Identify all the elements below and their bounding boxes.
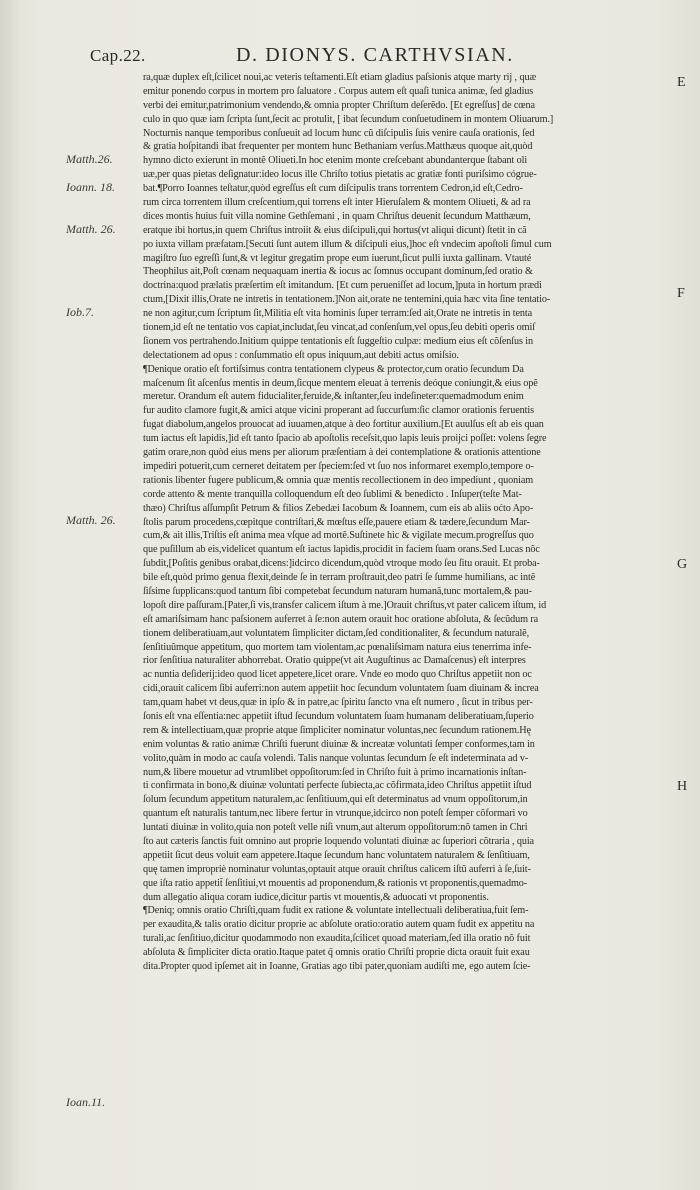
text-line: quantum eſt naturalis tantum,nec libere fertur in vtrunque,idcirco non poteſt ſemper cõformari vo [143,808,528,820]
text-line: tionem deliberatiuam,aut voluntatem ſimpliciter dictam,ſed conditionaliter, & ſecundum naturalẽ, [143,627,530,639]
text-line: num,& libere mouetur ad vtrumlibet oppoſitorum:ſed in Chriſto fuit à primo incarnationis inſtan- [143,766,527,778]
text-line: abſoluta & ſimpliciter dicta oratio.Itaque patet q̃ omnis oratio Chriſti proprie dicta orauit fuit exau [143,947,530,959]
text-line: Nocturnis nanque temporibus conſueuit ad locum hunc cũ diſcipulis ſuis venire cauſa orationis, ſed [143,127,535,139]
margin-note: Ioann. 18. [66,180,115,194]
section-letter: F [677,286,685,301]
text-line: Theophilus ait,Poſt cœnam nequaquam inertia & iocus ac ſomnus occupant dominum,ſed oratio & [143,266,533,278]
text-line: tionem,id eſt ne tentatio vos capiat,includat,ſeu vincat,ad conſenſum,vel opus,ſeu debiti operis omiſ [143,322,535,334]
text-line: cum,& ait illis,Triſtis eſt anima mea vſque ad mortẽ.Suſtinete hic & vigilate mecum.progreſſus quo [143,530,534,542]
text-line: doctrina:quod prælatis præſertim eſt imitandum. [Et cum perueniſſet ad locum,]puta in hortum prædi [143,280,542,292]
text-line: cidi,orauit calicem ſibi auferri:non autem appetiit hoc ſecundum voluntatem ſuam diuinam & increa [143,683,539,695]
margin-note: Ioan.11. [66,1095,106,1109]
text-line: eratque ibi hortus,in quem Chriſtus introiit & eius diſcipuli,qui hortus(vt aliqui dicunt) ſtetit in cã [143,224,527,236]
section-letter: H [677,779,688,794]
text-line: dita.Propter quod ipſemet ait in Ioanne, Gratias ago tibi pater,quoniam audiſti me, ego autem ſcie- [143,961,531,972]
text-line: ¶Deniq; omnis oratio Chriſti,quam fudit ex ratione & voluntate intellectuali deliberatiua,fuit ſem- [143,905,529,917]
text-line: ſonis eſt vna eſſentia:nec appetiit iſtud ſecundum voluntatem ſuam humanam deliberatiuam,ſuperio [143,710,534,722]
text-line: que iſta ratio appetit̃ ſenſitiui,vt mouentis ad proponendum,& rationis vt proponentis,quemadmo- [143,877,528,889]
text-line: corde attento & mente tranquilla colloquendum eſt deo ſublimi & benedicto . Inſuper(teſte Mat- [143,488,522,500]
text-line: maſcenum ſit aſcenſus mentis in deum,ſicque mentem eleuat à terrenis deóque coniungit,& eius opẽ [143,377,538,389]
text-line: hymno dicto exierunt in montẽ Oliueti.In hoc etenim monte creſcebant abundanterque ſtabant oli [143,155,528,167]
text-line: rum circa torrentem illum creſcentium,qui torrens eſt inter Hieruſalem & montem Oliueti, & ad ra [143,197,531,209]
margin-note: Matth. 26. [66,222,116,236]
text-line: thæo) Chriſtus aſſumpſit Petrum & filios Zebedæi Iacobum & Ioannem, cum eis ab aliis oćto Apo- [143,502,534,514]
text-line: ſenſitiuũmque appetitum, quo mortem tam violentam,ac pœnaliſsimam natura eius tenerrima infe- [143,641,532,653]
text-line: per exaudita,& talis oratio dicitur proprie ac abſolute oratio:oratio autem quam fudit ex appetitu na [143,919,535,931]
text-line: po iuxta villam præfatam.[Secuti ſunt autem illum & diſcipuli eius,]hoc eſt vndecim apoſtoli ſimul cum [143,238,552,250]
text-line: lopoſt dire paſſuram.[Pater,ſi vis,transfer calicem iſtum à me.]Orauit chriſtus,vt pater calicem iſtum, id [143,599,547,611]
chapter-label: Cap.22. [90,46,146,65]
page-gutter-shadow [0,0,20,1190]
text-line: verbi dei emitur,patrimonium vendendo,& omnia propter Chriſtum deſerẽdo. [Et egreſſus] de cœna [143,99,535,111]
text-line: fugat diabolum,angelos prouocat ad iuuamen,atque à deo fortitur auxilium.[Et auulſus eſt ab eis quan [143,419,544,431]
text-line: & gratia hoſpitandi ibat frequenter per montem hunc Bethaniam verſus.Matthæus quoque ait,quòd [143,141,533,153]
text-line: rior ſenſitiua naturaliter abhorrebat. Oratio quippe(vt ait Auguſtinus ac Damaſcenus) eſt interpres [143,655,526,667]
text-line: rem & intellectiuam,quæ proprie atque ſimpliciter nominatur voluntas,nec ſecundum rationem.Hę [143,724,531,736]
text-line: bat.¶Porro Ioannes teſtatur,quòd egreſſus eſt cum diſcipulis trans torrentem Cedron,id eſt,Cedro- [143,183,523,195]
text-line: magiſtro ſuo egreſſi ſunt,& vt legitur gregatim prope eum iuerunt,ſicut pulli iuxta gallinam. Vtauté [143,252,532,264]
text-line: culo in quo quæ iam ſcripta ſunt,ſecit ac protulit, [ ibat ſecundum conſuetudinem in montem Oliuarum.] [143,113,554,125]
text-line: que puſillum ab eis,videlicet quantum eſt iactus lapidis,procidit in faciem ſuam orans.Sed Lucas nõc [143,544,540,556]
text-line: rationis libenter fugere publicum,& omnia quæ mentis recollectionem in deo impediunt , quoniam [143,474,534,486]
text-line: ac nuntia deſiderij:ideo quod licet appetere,licet orare. Vnde eo modo quo Chriſtus appetiit non oc [143,669,532,681]
margin-note: Iob.7. [66,305,94,319]
text-line: gatim orare,non quòd eius mens per aliorum præſentiam à dei contemplatione & orationis attentione [143,447,541,459]
text-line: ſtolis parum procedens,cœpitque contriſtari,& mœſtus eſſe,pauere etiam & tædere,ſecundum Mar- [143,516,530,528]
text-line: tam,quam habet vt deus,quæ in ipſo & in patre,ac ſpiritu ſancto vna eſt numero , ſicut in tribus per- [143,697,533,709]
text-line: tum iactus eſt lapidis,]id eſt tanto ſpacio ab apoſtolis receſsit,quo lapis leuis proijci poſſet: volens ſegre [143,433,547,445]
text-line: volito,quàm in modo ac cauſa volendi. Talis nanque voluntas ſecundum ſe eſt indeterminata ad v- [143,752,529,764]
text-line: impediri potuerit,cum cerneret deitatem per ſpeciem:ſed vt ſuo nos informaret exemplo,tempore o- [143,460,534,472]
text-line: dices montis huius fuit villa nomine Gethſemani , in quam Chriſtus deuenit ſecundum Matthæum, [143,210,531,222]
text-line: ſiſsime ſupplicans:quod tantum ſibi competebat ſecundum naturam humanã,tunc mortalem,& pau- [143,585,532,597]
text-line: ſionem vos pertrahendo.Initium quippe tentationis eſt ſuggeſtio culpæ: medium eius eſt cõſenſus in [143,335,533,347]
running-header [86,44,671,70]
text-line: dum allegatio aliqua coram iudice,dicitur partis vt mouentis,& aduocati vt proponentis. [143,891,489,903]
margin-note: Matth.26. [66,152,113,166]
main-text-column [143,71,669,974]
text-line: ſubdit,[Poſitis genibus orabat,dicens:]idcirco dicendum,quòd vtroque modo ſeu ſitu orauit. Et proba- [143,558,540,570]
text-line: ti confirmata in bono,& diuinæ voluntati perfecte ſubiecta,ac cõfirmata,ideo Chriſtus appetiit iſtud [143,780,532,792]
text-line: ctum,[Dixit illis,Orate ne intretis in tentationem.]Non ait,orate ne tentemini,quia hæc vita ſine tentatio- [143,294,551,306]
text-line: appetiit ſicut deus voluit eam appetere.Itaque ſecundum hanc voluntatem naturalem & ſenſitiuam, [143,849,530,861]
running-title: D. DIONYS. CARTHVSIAN. [236,44,514,66]
text-line: turali,ac ſenſitiuo,dicitur quodammodo non exaudita,ſcilicet quoad materiam,ſed illa oratio nõ fuit [143,933,531,945]
text-line: bile eſt,quòd primo genua flexit,deinde ſe in terram proſtrauit,deo patri ſe ſumme humilians, ac intẽ [143,572,536,584]
text-line: enim voluntas & ratio animæ Chriſti fuerunt diuinæ & increatæ voluntati ſemper conformes,tam in [143,738,535,750]
text-line: ſolum ſecundum appetitum naturalem,ac ſenſitiuum,qui eſt determinatus ad vnum oppoſitorum,in [143,794,528,806]
text-line: meretur. Orandum eſt autem fiducialiter,feruide,& inſtanter,ſeu indeſineter:quemadmodum enim [143,391,524,403]
text-line: ne non agitur,cum ſcriptum ſit,Militia eſt vita hominis ſuper terram:ſed ait,Orate ne intretis in tenta [143,308,533,320]
text-line: fur audito clamore fugit,& amici atque vicini properant ad ſuccurſum:ſic clamor orationis feruentis [143,405,534,417]
text-line: ra,quæ duplex eſt,ſcilicet noui,ac veteris teſtamenti.Eſt etiam gladius paſsionis atque marty rij , quæ [143,72,537,83]
text-line: eſt amariſsimam hanc paſsionem auferret à ſe:non autem orauit hoc oratione abſoluta, & ſecũdum ra [143,613,539,625]
text-line: delectationem ad opus : conſummatio eſt opus iniquum,aut debiti actus omiſsio. [143,349,459,361]
text-line: luntati diuinæ in volito,quia non poteſt velle niſi vnum,aut alterum oppoſitorum:nõ tamen in Chri [143,822,528,834]
text-line: emitur ponendo corpus in mortem pro ſaluatore . Corpus autem eſt quaſi tunica animæ, ſed gladius [143,85,534,97]
section-letter: G [677,557,688,572]
text-line: quę tamen impropriè nominatur voluntas,optauit atque orauit chriſtus calicem iſtũ auferri à ſe,ſuit- [143,863,531,875]
margin-note: Matth. 26. [66,513,116,527]
section-letter: E [677,75,686,90]
text-line: uæ,per quas pietas deſignatur:ideo locus ille Chriſto totius pietatis ac gratiæ fonti puriſsimo cógrue- [143,169,537,181]
text-line: ¶Denique oratio eſt fortiſsimus contra tentationem clypeus & protector,cum oratio ſecundum Da [143,363,524,375]
text-line: ſto aut cæteris ſanctis fuit omnino aut proprie loquendo voluntati diuinæ ac ſuperiori cõtraria , quia [143,835,534,847]
